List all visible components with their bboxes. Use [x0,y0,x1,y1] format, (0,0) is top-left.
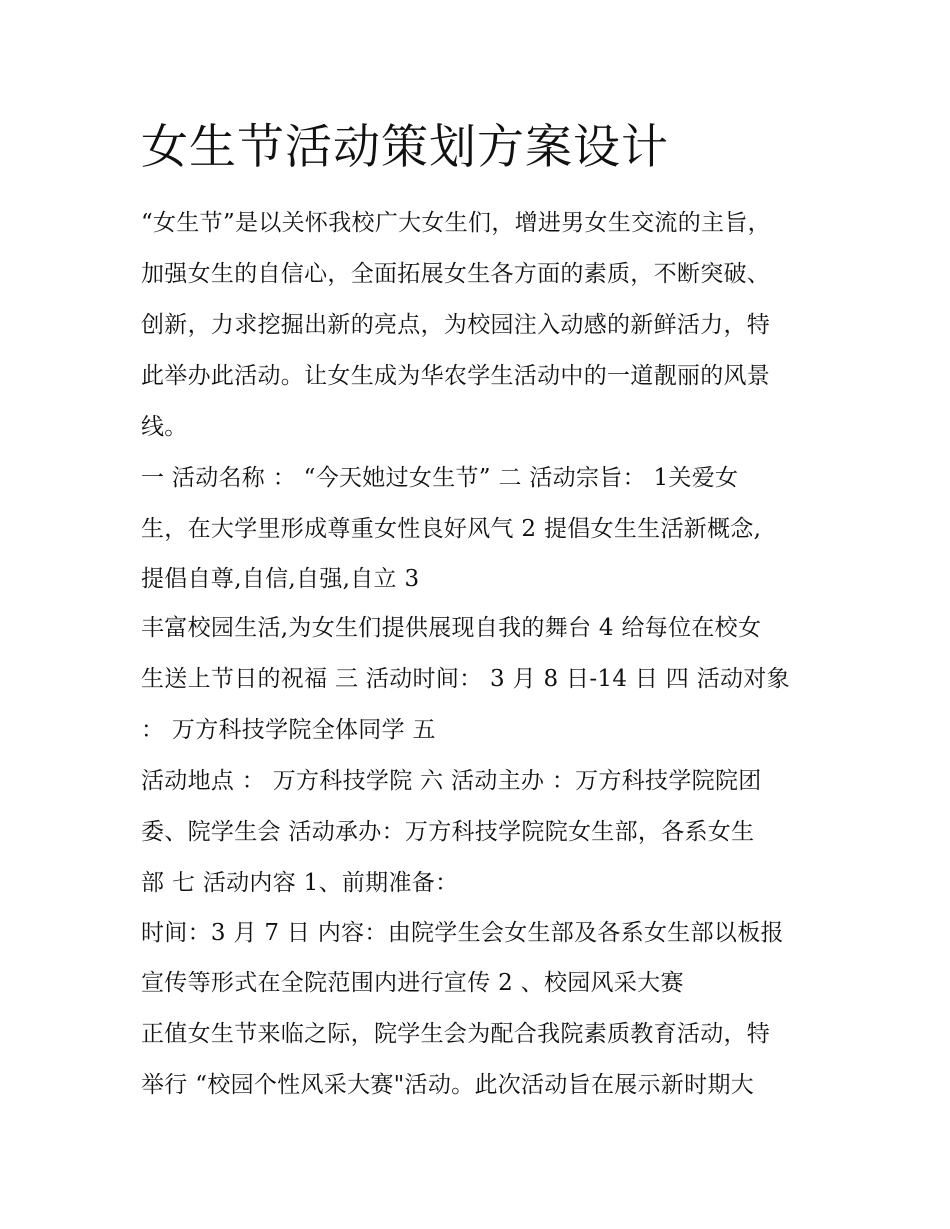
body-line: 加强女生的自信心，全面拓展女生各方面的素质，不断突破、 [141,261,771,287]
body-line: 线。 [141,414,188,440]
body-line: 此举办此活动。让女生成为华农学生活动中的一道靓丽的风景 [141,363,771,389]
body-line: 委、院学生会 活动承办：万方科技学院院女生部，各系女生 [141,819,755,845]
body-line: 部 七 活动内容 1、前期准备： [141,870,459,896]
body-line: 生送上节日的祝福 三 活动时间： 3 月 8 日-14 日 四 活动对象 [141,666,790,692]
document-title: 女生节活动策划方案设计 [141,120,669,175]
body-line: 举行 “校园个性风采大赛"活动。此次活动旨在展示新时期大 [141,1072,755,1098]
body-line: ： 万方科技学院全体同学 五 [141,717,436,743]
body-line: 活动地点 ： 万方科技学院 六 活动主办 ：万方科技学院院团 [141,768,762,794]
body-line: 正值女生节来临之际，院学生会为配合我院素质教育活动，特 [141,1021,771,1047]
body-line: “女生节”是以关怀我校广大女生们，增进男女生交流的主旨， [141,210,771,236]
body-line: 生，在大学里形成尊重女性良好风气 2 提倡女生生活新概念, [141,516,762,542]
body-line: 提倡自尊,自信,自强,自立 3 [141,566,420,592]
body-line: 时间：3 月 7 日 内容：由院学生会女生部及各系女生部以板报 [141,920,784,946]
body-line: 宣传等形式在全院范围内进行宣传 2 、校园风采大赛 [141,970,684,996]
body-line: 创新，力求挖掘出新的亮点，为校园注入动感的新鲜活力，特 [141,312,771,338]
body-line: 丰富校园生活,为女生们提供展现自我的舞台 4 给每位在校女 [141,615,762,641]
body-line: 一 活动名称 ： “今天她过女生节” 二 活动宗旨： 1关爱女 [141,465,739,491]
